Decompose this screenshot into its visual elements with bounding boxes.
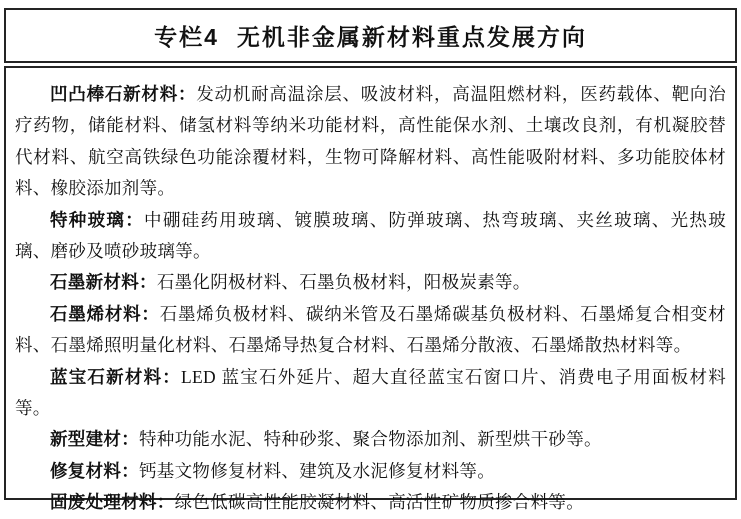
panel-title-box xyxy=(4,8,737,63)
paragraph-term: 新型建材： xyxy=(50,429,139,450)
paragraph-text: 钙基文物修复材料、建筑及水泥修复材料等。 xyxy=(139,460,495,481)
paragraph-term: 修复材料： xyxy=(50,460,139,481)
paragraph-graphite xyxy=(15,267,726,298)
paragraph-text: 特种功能水泥、特种砂浆、聚合物添加剂、新型烘干砂等。 xyxy=(139,429,602,450)
paragraph-term: 凹凸棒石新材料： xyxy=(50,84,197,104)
paragraph-repair-materials xyxy=(15,456,726,487)
paragraph-text: 绿色低碳高性能胶凝材料、高活性矿物质掺合料等。 xyxy=(174,492,585,513)
paragraph-text: 石墨烯负极材料、碳纳米管及石墨烯碳基负极材料、石墨烯复合相变材料、石墨烯照明量化材料、石墨烯导热复合材料、石墨烯分散液、石墨烯散热材料等。 xyxy=(15,303,726,356)
paragraph-sapphire xyxy=(15,362,726,425)
paragraph-term: 石墨新材料： xyxy=(50,272,157,293)
panel-body xyxy=(4,66,737,513)
paragraph-graphene xyxy=(15,299,726,362)
paragraph-term: 特种玻璃： xyxy=(50,209,145,230)
paragraph-text: 中硼硅药用玻璃、镀膜玻璃、防弹玻璃、热弯玻璃、夹丝玻璃、光热玻璃、磨砂及喷砂玻璃等。 xyxy=(15,209,726,262)
paragraph-term: 蓝宝石新材料： xyxy=(50,366,182,387)
paragraph-special-glass xyxy=(15,205,726,268)
paragraph-term: 固废处理材料： xyxy=(50,492,175,513)
paragraph-attapulgite xyxy=(15,79,726,205)
paragraph-text: 石墨化阴极材料、石墨负极材料，阳极炭素等。 xyxy=(156,272,531,293)
page-title: 无机非金属新材料重点发展方向 xyxy=(236,24,587,50)
paragraph-term: 石墨烯材料： xyxy=(50,303,160,324)
paragraph-solid-waste xyxy=(15,487,726,518)
paragraph-text: LED 蓝宝石外延片、超大直径蓝宝石窗口片、消费电子用面板材料等。 xyxy=(15,366,726,419)
paragraph-building-materials xyxy=(15,424,726,455)
paragraph-text: 发动机耐高温涂层、吸波材料，高温阻燃材料，医药载体、靶向治疗药物，储能材料、储氢材料等纳米功能材料，高性能保水剂、土壤改良剂，有机凝胶替代材料、航空高铁绿色功能涂覆材料，生物可降解材料、高性能吸附材料、多功能胶体材料、橡胶添加剂等。 xyxy=(15,84,726,199)
panel-badge: 专栏4 xyxy=(154,24,219,50)
